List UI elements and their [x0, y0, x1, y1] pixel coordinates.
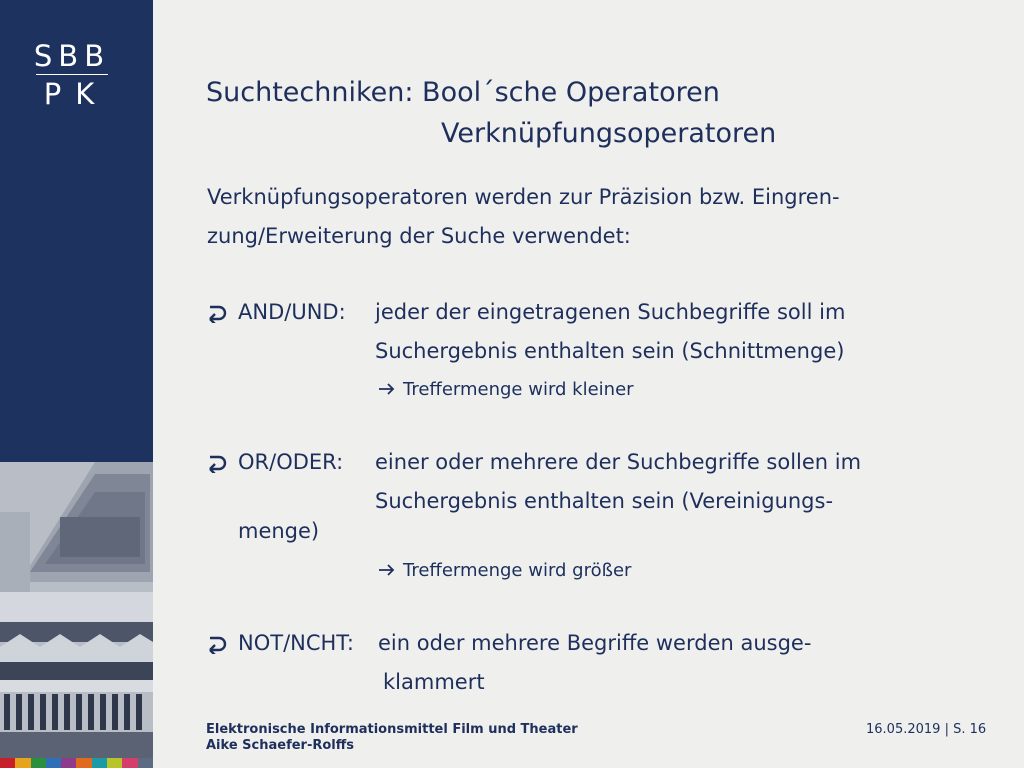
color-strip: [0, 758, 153, 768]
building-illustration: [0, 462, 153, 758]
color-strip-segment: [61, 758, 76, 768]
footer-page-info: [866, 722, 986, 738]
sidebar: [0, 0, 153, 768]
footer-course: Elektronische Informationsmittel Film und Theater: [206, 722, 578, 737]
intro-line-1: Verknüpfungsoperatoren werden zur Präzision bzw. Eingren-: [207, 185, 840, 209]
color-strip-segment: [107, 758, 122, 768]
or-description-line-2: Suchergebnis enthalten sein (Vereinigungs-: [375, 489, 834, 513]
intro-line-2: zung/Erweiterung der Suche verwendet:: [207, 224, 631, 248]
color-strip-segment: [46, 758, 61, 768]
right-arrow-icon: [378, 563, 396, 577]
and-result: Treffermenge wird kleiner: [403, 379, 634, 400]
color-strip-segment: [15, 758, 30, 768]
or-description-line-1: einer oder mehrere der Suchbegriffe sollen im: [375, 450, 862, 474]
sbb-pk-logo: [30, 40, 114, 109]
and-operator-label: AND/UND:: [238, 300, 346, 324]
color-strip-segment: [138, 758, 153, 768]
not-description-line-1: ein oder mehrere Begriffe werden ausge-: [378, 631, 812, 655]
footer-date: 16.05.2019: [866, 722, 941, 737]
color-strip-segment: [76, 758, 91, 768]
color-strip-segment: [122, 758, 137, 768]
footer-author: Aike Schaefer-Rolffs: [206, 738, 355, 753]
right-arrow-icon: [378, 382, 396, 396]
footer-page-number: S. 16: [953, 722, 987, 737]
bullet-arrow-icon: [207, 453, 227, 473]
logo-bottom-text: PK: [43, 77, 109, 111]
logo-top-text: SBB: [33, 39, 111, 73]
and-description-line-1: jeder der eingetragenen Suchbegriffe soll im: [375, 300, 846, 324]
bullet-arrow-icon: [207, 634, 227, 654]
slide-subtitle: Verknüpfungsoperatoren: [441, 118, 777, 149]
color-strip-segment: [31, 758, 46, 768]
not-description-line-2: klammert: [383, 670, 485, 694]
or-operator-label: OR/ODER:: [238, 450, 344, 474]
logo-divider: [36, 74, 108, 75]
or-result: Treffermenge wird größer: [403, 560, 632, 581]
bullet-arrow-icon: [207, 303, 227, 323]
and-description-line-2: Suchergebnis enthalten sein (Schnittmenge): [375, 339, 845, 363]
not-operator-label: NOT/NCHT:: [238, 631, 354, 655]
color-strip-segment: [92, 758, 107, 768]
or-description-line-3: menge): [238, 519, 320, 543]
color-strip-segment: [0, 758, 15, 768]
slide-title: Suchtechniken: Bool´sche Operatoren: [206, 77, 720, 108]
building-photo: [0, 462, 153, 758]
footer-separator: |: [944, 722, 949, 737]
